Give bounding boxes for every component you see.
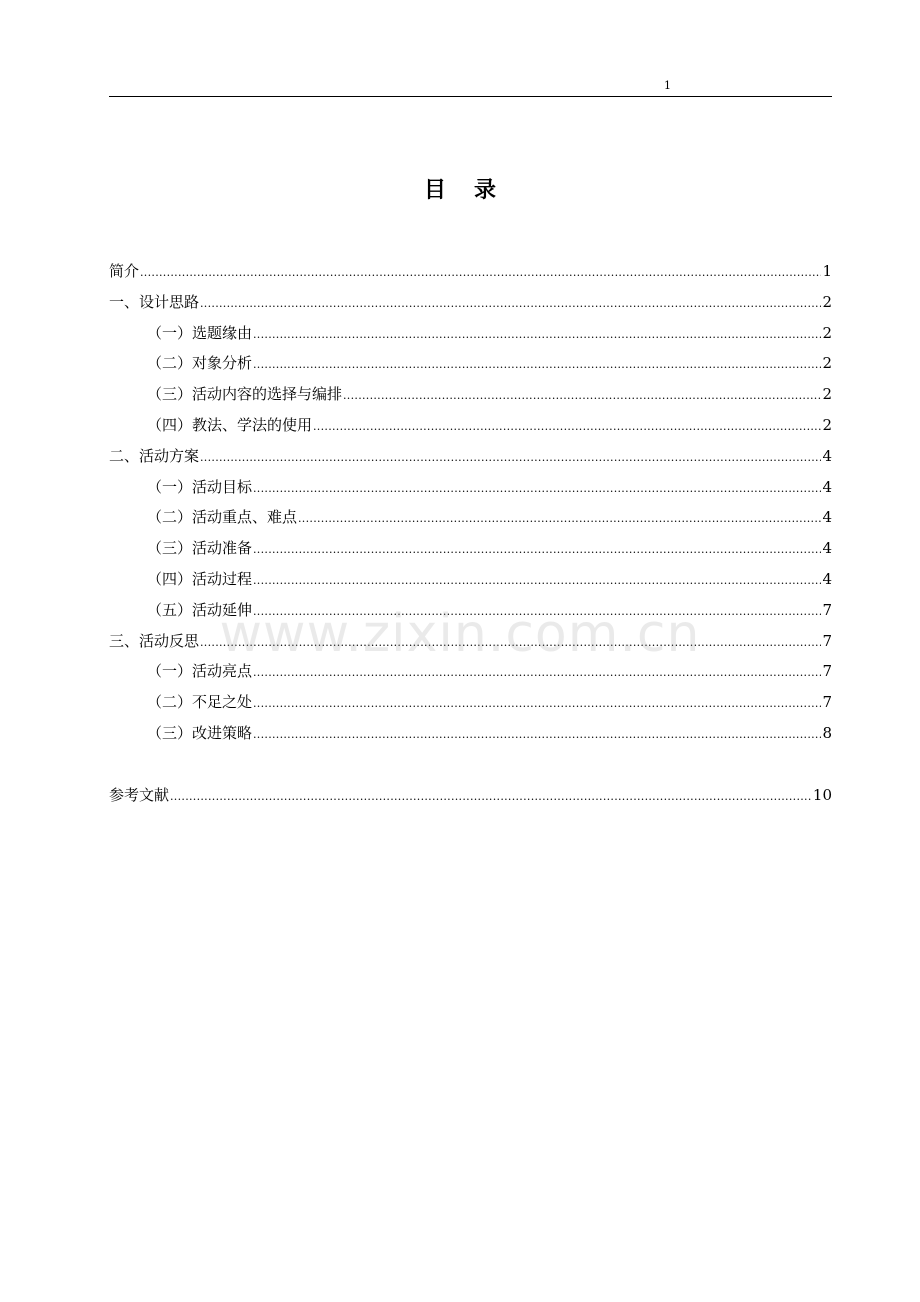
header-rule xyxy=(109,96,832,97)
toc-entry-label: （五）活动延伸 xyxy=(147,600,253,619)
page-title-char-2: 录 xyxy=(474,178,497,203)
toc-entry-intro[interactable] xyxy=(109,256,832,287)
toc-entry-label: 三、活动反思 xyxy=(109,631,200,650)
toc-entry-section-1-3[interactable] xyxy=(109,379,832,410)
toc-entry-page: 2 xyxy=(822,292,832,311)
watermark: www.zixin.com.cn xyxy=(219,604,701,664)
toc-entry-page: 7 xyxy=(822,631,832,650)
toc-entry-page: 4 xyxy=(822,569,832,588)
toc-entry-page: 2 xyxy=(822,354,832,373)
toc-entry-label: （四）活动过程 xyxy=(147,569,253,588)
toc-dot-leader xyxy=(253,720,821,751)
toc-entry-section-1[interactable] xyxy=(109,287,832,318)
toc-entry-section-2-4[interactable] xyxy=(109,564,832,595)
page-title-char-1: 目 xyxy=(423,178,446,203)
toc-entry-page: 2 xyxy=(822,385,832,404)
toc-entry-page: 7 xyxy=(822,662,832,681)
toc-entry-page: 4 xyxy=(822,477,832,496)
toc-dot-leader xyxy=(200,289,821,320)
toc-entry-section-2[interactable] xyxy=(109,441,832,472)
toc-dot-leader xyxy=(253,597,821,628)
toc-entry-label: （一）选题缘由 xyxy=(147,323,253,342)
toc-dot-leader xyxy=(253,566,821,597)
toc-entry-label: （二）活动重点、难点 xyxy=(147,508,298,527)
toc-dot-leader xyxy=(253,350,821,381)
toc-entry-page: 8 xyxy=(822,723,832,742)
toc-entry-page: 7 xyxy=(822,600,832,619)
toc-entry-label: 参考文献 xyxy=(109,785,170,804)
toc-entry-label: （一）活动目标 xyxy=(147,477,253,496)
toc-entry-label: 一、设计思路 xyxy=(109,292,200,311)
toc-entry-page: 4 xyxy=(822,508,832,527)
toc-dot-leader xyxy=(298,504,821,535)
toc-entry-label: （四）教法、学法的使用 xyxy=(147,415,313,434)
table-of-contents xyxy=(109,256,832,811)
toc-dot-leader xyxy=(253,658,821,689)
toc-entry-section-2-5[interactable] xyxy=(109,595,832,626)
toc-entry-section-1-1[interactable] xyxy=(109,318,832,349)
toc-entry-label: 二、活动方案 xyxy=(109,446,200,465)
header-page-number: 1 xyxy=(664,79,671,92)
toc-entry-page: 4 xyxy=(822,539,832,558)
toc-dot-leader xyxy=(253,689,821,720)
toc-entry-section-2-3[interactable] xyxy=(109,533,832,564)
toc-dot-leader xyxy=(313,412,821,443)
toc-entry-section-3-1[interactable] xyxy=(109,656,832,687)
toc-entry-page: 4 xyxy=(822,446,832,465)
toc-entry-section-2-1[interactable] xyxy=(109,472,832,503)
toc-entry-page: 2 xyxy=(822,415,832,434)
toc-dot-leader xyxy=(253,535,821,566)
toc-entry-label: 简介 xyxy=(109,262,140,280)
toc-entry-section-2-2[interactable] xyxy=(109,502,832,533)
page-title xyxy=(0,174,920,208)
toc-dot-leader xyxy=(140,258,821,289)
toc-entry-page: 7 xyxy=(822,693,832,712)
toc-entry-section-3-3[interactable] xyxy=(109,718,832,749)
toc-entry-label: （三）活动准备 xyxy=(147,539,253,558)
toc-entry-label: （二）对象分析 xyxy=(147,354,253,373)
toc-dot-leader xyxy=(200,628,821,659)
toc-dot-leader xyxy=(343,381,821,412)
toc-entry-section-3[interactable] xyxy=(109,626,832,657)
toc-entry-page: 1 xyxy=(822,262,832,280)
toc-entry-page: 10 xyxy=(812,785,832,804)
toc-dot-leader xyxy=(253,320,821,351)
toc-entry-page: 2 xyxy=(822,323,832,342)
toc-dot-leader xyxy=(253,474,821,505)
toc-entry-label: （三）活动内容的选择与编排 xyxy=(147,385,343,404)
toc-entry-section-3-2[interactable] xyxy=(109,687,832,718)
toc-entry-label: （三）改进策略 xyxy=(147,723,253,742)
toc-entry-section-1-4[interactable] xyxy=(109,410,832,441)
toc-entry-label: （二）不足之处 xyxy=(147,693,253,712)
toc-entry-references[interactable] xyxy=(109,780,832,811)
toc-dot-leader xyxy=(200,443,821,474)
toc-entry-label: （一）活动亮点 xyxy=(147,662,253,681)
toc-entry-section-1-2[interactable] xyxy=(109,348,832,379)
toc-dot-leader xyxy=(170,782,812,813)
